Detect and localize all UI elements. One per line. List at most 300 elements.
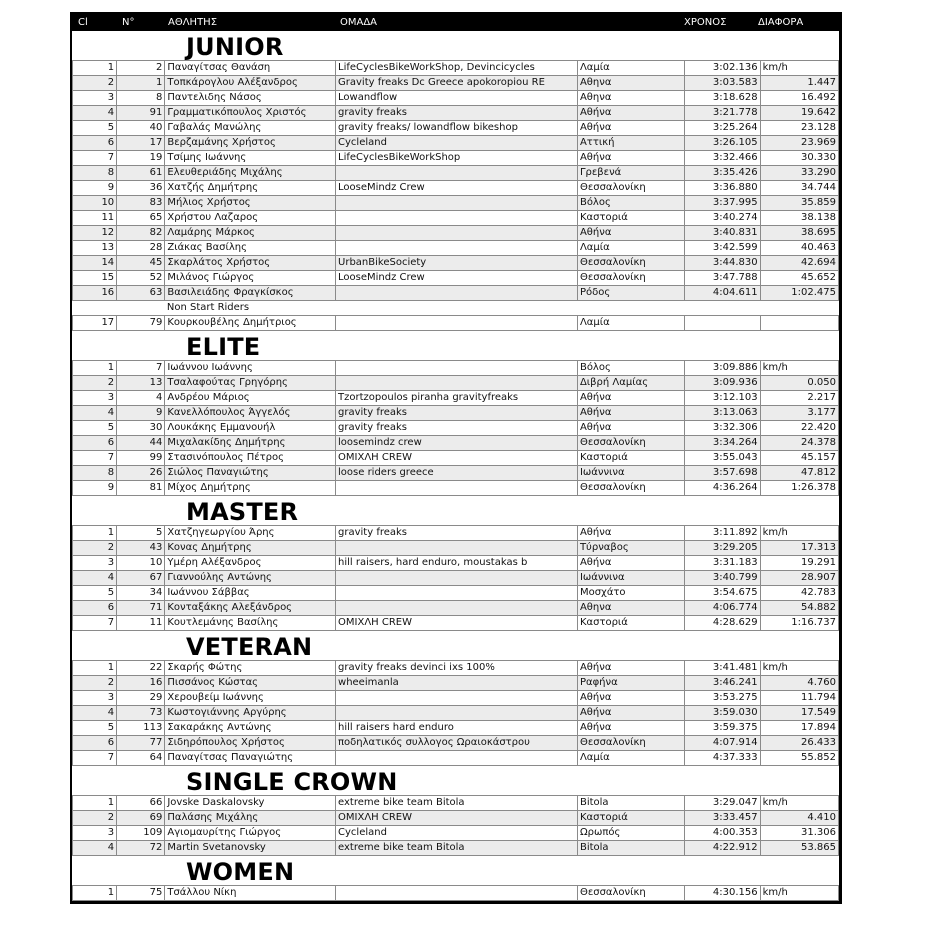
- time-cell: 3:13.063: [685, 406, 760, 421]
- time-cell: 3:59.030: [685, 706, 760, 721]
- result-row: [73, 571, 839, 586]
- result-row: [73, 526, 839, 541]
- city-cell: Καστοριά: [577, 616, 684, 631]
- time-cell: 3:40.274: [685, 211, 760, 226]
- classification-cell: 2: [73, 376, 117, 391]
- difference-cell: 16.492: [760, 91, 838, 106]
- category-title: SINGLE CROWN: [186, 768, 398, 796]
- classification-cell: 11: [73, 211, 117, 226]
- classification-cell: 17: [73, 316, 117, 331]
- team-cell: LooseMindz Crew: [336, 271, 578, 286]
- city-cell: Θεσσαλονίκη: [577, 256, 684, 271]
- athlete-cell: Παντελιδης Νάσος: [165, 91, 336, 106]
- time-cell: 4:37.333: [685, 751, 760, 766]
- classification-cell: 4: [73, 571, 117, 586]
- result-row: [73, 826, 839, 841]
- classification-cell: 5: [73, 421, 117, 436]
- athlete-cell: Βερζαμάνης Χρήστος: [165, 136, 336, 151]
- bib-number-cell: 28: [117, 241, 165, 256]
- time-cell: 3:46.241: [685, 676, 760, 691]
- bib-number-cell: 22: [117, 661, 165, 676]
- classification-cell: 4: [73, 841, 117, 856]
- difference-cell: 38.695: [760, 226, 838, 241]
- city-cell: Αθηνα: [577, 601, 684, 616]
- city-cell: Θεσσαλονίκη: [577, 436, 684, 451]
- result-row: [73, 406, 839, 421]
- result-row: [73, 796, 839, 811]
- team-cell: ΟΜΙΧΛΗ CREW: [336, 616, 578, 631]
- difference-cell: 1:26.378: [760, 481, 838, 496]
- team-cell: ΟΜΙΧΛΗ CREW: [336, 451, 578, 466]
- city-cell: Αττική: [577, 136, 684, 151]
- team-cell: hill raisers hard enduro: [336, 721, 578, 736]
- difference-cell: 17.549: [760, 706, 838, 721]
- result-row: [73, 601, 839, 616]
- result-row: [73, 451, 839, 466]
- city-cell: Ρόδος: [577, 286, 684, 301]
- result-row: [73, 106, 839, 121]
- team-cell: [336, 241, 578, 256]
- result-row: [73, 706, 839, 721]
- difference-cell: 26.433: [760, 736, 838, 751]
- result-row: [73, 616, 839, 631]
- time-cell: 3:47.788: [685, 271, 760, 286]
- classification-cell: 15: [73, 271, 117, 286]
- bib-number-cell: 1: [117, 76, 165, 91]
- classification-cell: 3: [73, 691, 117, 706]
- bib-number-cell: 66: [117, 796, 165, 811]
- classification-cell: 9: [73, 481, 117, 496]
- athlete-cell: Τσίμης Ιωάννης: [165, 151, 336, 166]
- bib-number-cell: 52: [117, 271, 165, 286]
- result-row: [73, 166, 839, 181]
- classification-cell: 5: [73, 721, 117, 736]
- athlete-cell: Χερουβείμ Ιωάννης: [165, 691, 336, 706]
- time-cell: 3:36.880: [685, 181, 760, 196]
- classification-cell: 4: [73, 706, 117, 721]
- city-cell: Αθήνα: [577, 421, 684, 436]
- result-row: [73, 376, 839, 391]
- result-row: [73, 226, 839, 241]
- difference-cell: 3.177: [760, 406, 838, 421]
- result-row: [73, 316, 839, 331]
- team-cell: gravity freaks: [336, 406, 578, 421]
- time-cell: 3:57.698: [685, 466, 760, 481]
- city-cell: Γρεβενά: [577, 166, 684, 181]
- classification-cell: 10: [73, 196, 117, 211]
- difference-cell: 11.794: [760, 691, 838, 706]
- classification-cell: 1: [73, 61, 117, 76]
- classification-cell: 6: [73, 436, 117, 451]
- difference-cell: 34.744: [760, 181, 838, 196]
- team-cell: [336, 361, 578, 376]
- difference-cell: 0.050: [760, 376, 838, 391]
- bib-number-cell: 113: [117, 721, 165, 736]
- time-cell: 3:09.936: [685, 376, 760, 391]
- city-cell: Ιωάννινα: [577, 466, 684, 481]
- city-cell: Καστοριά: [577, 451, 684, 466]
- city-cell: Αθηνα: [577, 91, 684, 106]
- athlete-cell: Σιδηρόπουλος Χρήστος: [165, 736, 336, 751]
- result-row: [73, 676, 839, 691]
- column-header-bar: [72, 14, 839, 31]
- city-cell: Αθήνα: [577, 691, 684, 706]
- time-cell: 4:36.264: [685, 481, 760, 496]
- result-row: [73, 151, 839, 166]
- classification-cell: 8: [73, 166, 117, 181]
- time-cell: 3:44.830: [685, 256, 760, 271]
- team-cell: [336, 691, 578, 706]
- time-cell: 3:21.778: [685, 106, 760, 121]
- classification-cell: 9: [73, 181, 117, 196]
- bib-number-cell: 79: [117, 316, 165, 331]
- difference-cell: 1.447: [760, 76, 838, 91]
- difference-cell: 2.217: [760, 391, 838, 406]
- city-cell: Ραφήνα: [577, 676, 684, 691]
- athlete-cell: Τοπκάρογλου Αλέξανδρος: [165, 76, 336, 91]
- bib-number-cell: 26: [117, 466, 165, 481]
- city-cell: Ωρωπός: [577, 826, 684, 841]
- result-row: [73, 481, 839, 496]
- result-row: [73, 436, 839, 451]
- classification-cell: 5: [73, 121, 117, 136]
- difference-cell: km/h: [760, 886, 838, 901]
- athlete-cell: Κανελλόπουλος Άγγελός: [165, 406, 336, 421]
- difference-cell: [760, 316, 838, 331]
- bib-number-cell: 2: [117, 61, 165, 76]
- classification-cell: 1: [73, 361, 117, 376]
- athlete-cell: Γιαννούλης Αντώνης: [165, 571, 336, 586]
- athlete-cell: Τσάλλου Νίκη: [165, 886, 336, 901]
- time-cell: 4:00.353: [685, 826, 760, 841]
- athlete-cell: Μίχος Δημήτρης: [165, 481, 336, 496]
- time-cell: 3:02.136: [685, 61, 760, 76]
- city-cell: Αθήνα: [577, 151, 684, 166]
- header-difference: ΔΙΑΦΟΡΑ: [758, 17, 804, 28]
- classification-cell: 1: [73, 886, 117, 901]
- result-row: [73, 76, 839, 91]
- time-cell: 3:31.183: [685, 556, 760, 571]
- bib-number-cell: 69: [117, 811, 165, 826]
- team-cell: gravity freaks: [336, 526, 578, 541]
- athlete-cell: Ιωάννου Ιωάννης: [165, 361, 336, 376]
- classification-cell: 4: [73, 406, 117, 421]
- result-row: [73, 196, 839, 211]
- bib-number-cell: 67: [117, 571, 165, 586]
- difference-cell: 54.882: [760, 601, 838, 616]
- city-cell: Bitola: [577, 796, 684, 811]
- difference-cell: 19.291: [760, 556, 838, 571]
- difference-cell: 47.812: [760, 466, 838, 481]
- result-row: [73, 691, 839, 706]
- classification-cell: 3: [73, 391, 117, 406]
- athlete-cell: Γραμματικόπουλος Χριστός: [165, 106, 336, 121]
- result-row: [73, 721, 839, 736]
- difference-cell: 53.865: [760, 841, 838, 856]
- result-row: [73, 466, 839, 481]
- athlete-cell: Χατζής Δημήτρης: [165, 181, 336, 196]
- athlete-cell: Λουκάκης Εμμανουήλ: [165, 421, 336, 436]
- results-table: [72, 360, 839, 496]
- result-row: [73, 586, 839, 601]
- difference-cell: 19.642: [760, 106, 838, 121]
- classification-cell: 14: [73, 256, 117, 271]
- team-cell: gravity freaks devinci ixs 100%: [336, 661, 578, 676]
- difference-cell: 35.859: [760, 196, 838, 211]
- city-cell: Θεσσαλονίκη: [577, 181, 684, 196]
- team-cell: ΟΜΙΧΛΗ CREW: [336, 811, 578, 826]
- time-cell: 3:34.264: [685, 436, 760, 451]
- team-cell: Cycleland: [336, 136, 578, 151]
- team-cell: [336, 166, 578, 181]
- time-cell: 3:59.375: [685, 721, 760, 736]
- bib-number-cell: 63: [117, 286, 165, 301]
- bib-number-cell: 71: [117, 601, 165, 616]
- result-row: [73, 121, 839, 136]
- result-row: [73, 841, 839, 856]
- classification-cell: 4: [73, 106, 117, 121]
- category-section: [72, 31, 839, 331]
- classification-cell: 1: [73, 526, 117, 541]
- team-cell: Gravity freaks Dc Greece apokoropiou RE: [336, 76, 578, 91]
- athlete-cell: Βασιλειάδης Φραγκίσκος: [165, 286, 336, 301]
- classification-cell: 2: [73, 76, 117, 91]
- city-cell: Αθήνα: [577, 706, 684, 721]
- team-cell: Cycleland: [336, 826, 578, 841]
- team-cell: gravity freaks/ lowandflow bikeshop: [336, 121, 578, 136]
- header-number: N°: [122, 17, 135, 28]
- result-row: [73, 181, 839, 196]
- city-cell: Ιωάννινα: [577, 571, 684, 586]
- category-title: ELITE: [186, 333, 261, 361]
- difference-cell: km/h: [760, 796, 838, 811]
- bib-number-cell: 75: [117, 886, 165, 901]
- time-cell: [685, 316, 760, 331]
- time-cell: 3:33.457: [685, 811, 760, 826]
- time-cell: 4:06.774: [685, 601, 760, 616]
- difference-cell: 4.410: [760, 811, 838, 826]
- result-row: [73, 556, 839, 571]
- bib-number-cell: 40: [117, 121, 165, 136]
- team-cell: [336, 541, 578, 556]
- difference-cell: 45.157: [760, 451, 838, 466]
- team-cell: [336, 316, 578, 331]
- team-cell: loosemindz crew: [336, 436, 578, 451]
- result-row: [73, 361, 839, 376]
- athlete-cell: Υμέρη Αλέξανδρος: [165, 556, 336, 571]
- team-cell: wheeimanla: [336, 676, 578, 691]
- header-team: ΟΜΑΔΑ: [340, 17, 378, 28]
- team-cell: loose riders greece: [336, 466, 578, 481]
- difference-cell: km/h: [760, 661, 838, 676]
- city-cell: Αθήνα: [577, 226, 684, 241]
- classification-cell: 7: [73, 616, 117, 631]
- team-cell: [336, 886, 578, 901]
- result-row: [73, 541, 839, 556]
- city-cell: Αθήνα: [577, 556, 684, 571]
- header-classification: Cl: [78, 17, 88, 28]
- time-cell: 3:37.995: [685, 196, 760, 211]
- bib-number-cell: 77: [117, 736, 165, 751]
- result-row: [73, 811, 839, 826]
- bib-number-cell: 65: [117, 211, 165, 226]
- team-cell: [336, 601, 578, 616]
- team-cell: LifeCyclesBikeWorkShop: [336, 151, 578, 166]
- time-cell: 3:25.264: [685, 121, 760, 136]
- city-cell: Θεσσαλονίκη: [577, 886, 684, 901]
- category-sections: [72, 31, 839, 901]
- classification-cell: 1: [73, 796, 117, 811]
- city-cell: Αθήνα: [577, 526, 684, 541]
- city-cell: Αθηνα: [577, 76, 684, 91]
- results-table: [72, 660, 839, 766]
- city-cell: Αθήνα: [577, 106, 684, 121]
- classification-cell: 16: [73, 286, 117, 301]
- time-cell: 3:32.466: [685, 151, 760, 166]
- athlete-cell: Μιχαλακίδης Δημήτρης: [165, 436, 336, 451]
- city-cell: Αθήνα: [577, 661, 684, 676]
- athlete-cell: Κονταξάκης Αλεξάνδρος: [165, 601, 336, 616]
- time-cell: 3:32.306: [685, 421, 760, 436]
- team-cell: [336, 751, 578, 766]
- time-cell: 3:41.481: [685, 661, 760, 676]
- header-athlete: ΑΘΛΗΤΗΣ: [168, 17, 218, 28]
- team-cell: [336, 706, 578, 721]
- category-section: [72, 856, 839, 901]
- city-cell: Αθήνα: [577, 121, 684, 136]
- result-row: [73, 91, 839, 106]
- classification-cell: 5: [73, 586, 117, 601]
- difference-cell: 42.783: [760, 586, 838, 601]
- bib-number-cell: 99: [117, 451, 165, 466]
- athlete-cell: Χρήστου Λαζαρος: [165, 211, 336, 226]
- team-cell: hill raisers, hard enduro, moustakas b: [336, 556, 578, 571]
- time-cell: 3:53.275: [685, 691, 760, 706]
- bib-number-cell: 17: [117, 136, 165, 151]
- team-cell: ποδηλατικός συλλογος Ωραιοκάστρου: [336, 736, 578, 751]
- team-cell: Tzortzopoulos piranha gravityfreaks: [336, 391, 578, 406]
- team-cell: Lowandflow: [336, 91, 578, 106]
- difference-cell: 40.463: [760, 241, 838, 256]
- team-cell: LifeCyclesBikeWorkShop, Devincicycles: [336, 61, 578, 76]
- team-cell: [336, 196, 578, 211]
- result-row: [73, 391, 839, 406]
- time-cell: 3:42.599: [685, 241, 760, 256]
- category-title: VETERAN: [186, 633, 313, 661]
- non-start-label-row: [73, 301, 839, 316]
- classification-cell: 3: [73, 826, 117, 841]
- difference-cell: 42.694: [760, 256, 838, 271]
- athlete-cell: Ανδρέου Μάριος: [165, 391, 336, 406]
- bib-number-cell: 91: [117, 106, 165, 121]
- results-table: [72, 795, 839, 856]
- bib-number-cell: 109: [117, 826, 165, 841]
- time-cell: 3:55.043: [685, 451, 760, 466]
- non-start-label: Non Start Riders: [165, 301, 839, 316]
- city-cell: Θεσσαλονίκη: [577, 271, 684, 286]
- bib-number-cell: 64: [117, 751, 165, 766]
- bib-number-cell: 7: [117, 361, 165, 376]
- classification-cell: 13: [73, 241, 117, 256]
- empty-cell: [73, 301, 165, 316]
- team-cell: extreme bike team Bitola: [336, 796, 578, 811]
- team-cell: [336, 481, 578, 496]
- difference-cell: 31.306: [760, 826, 838, 841]
- result-row: [73, 211, 839, 226]
- city-cell: Λαμία: [577, 751, 684, 766]
- city-cell: Βόλος: [577, 196, 684, 211]
- team-cell: [336, 286, 578, 301]
- bib-number-cell: 29: [117, 691, 165, 706]
- city-cell: Καστοριά: [577, 811, 684, 826]
- city-cell: Βόλος: [577, 361, 684, 376]
- bib-number-cell: 11: [117, 616, 165, 631]
- bib-number-cell: 44: [117, 436, 165, 451]
- classification-cell: 7: [73, 451, 117, 466]
- athlete-cell: Παναγίτσας Παναγιώτης: [165, 751, 336, 766]
- difference-cell: 38.138: [760, 211, 838, 226]
- city-cell: Αθήνα: [577, 721, 684, 736]
- athlete-cell: Ελευθεριάδης Μιχάλης: [165, 166, 336, 181]
- city-cell: Τύρναβος: [577, 541, 684, 556]
- time-cell: 3:12.103: [685, 391, 760, 406]
- team-cell: [336, 211, 578, 226]
- athlete-cell: Martin Svetanovsky: [165, 841, 336, 856]
- bib-number-cell: 19: [117, 151, 165, 166]
- bib-number-cell: 43: [117, 541, 165, 556]
- result-row: [73, 256, 839, 271]
- difference-cell: 1:02.475: [760, 286, 838, 301]
- city-cell: Θεσσαλονίκη: [577, 481, 684, 496]
- classification-cell: 6: [73, 736, 117, 751]
- athlete-cell: Κουτλεμάνης Βασίλης: [165, 616, 336, 631]
- team-cell: [336, 376, 578, 391]
- bib-number-cell: 34: [117, 586, 165, 601]
- bib-number-cell: 8: [117, 91, 165, 106]
- bib-number-cell: 83: [117, 196, 165, 211]
- team-cell: [336, 571, 578, 586]
- athlete-cell: Κωστογιάννης Αργύρης: [165, 706, 336, 721]
- time-cell: 3:11.892: [685, 526, 760, 541]
- athlete-cell: Σκαρής Φώτης: [165, 661, 336, 676]
- time-cell: 4:22.912: [685, 841, 760, 856]
- time-cell: 3:40.831: [685, 226, 760, 241]
- classification-cell: 3: [73, 91, 117, 106]
- difference-cell: km/h: [760, 61, 838, 76]
- difference-cell: 30.330: [760, 151, 838, 166]
- classification-cell: 3: [73, 556, 117, 571]
- results-table: [72, 60, 839, 331]
- athlete-cell: Σιώλος Παναγιώτης: [165, 466, 336, 481]
- difference-cell: 33.290: [760, 166, 838, 181]
- city-cell: Διβρή Λαμίας: [577, 376, 684, 391]
- result-row: [73, 136, 839, 151]
- category-title: WOMEN: [186, 858, 295, 886]
- athlete-cell: Στασινόπουλος Πέτρος: [165, 451, 336, 466]
- bib-number-cell: 72: [117, 841, 165, 856]
- classification-cell: 12: [73, 226, 117, 241]
- time-cell: 3:35.426: [685, 166, 760, 181]
- bib-number-cell: 13: [117, 376, 165, 391]
- city-cell: Θεσσαλονίκη: [577, 736, 684, 751]
- athlete-cell: Ιωάννου Σάββας: [165, 586, 336, 601]
- time-cell: 3:09.886: [685, 361, 760, 376]
- classification-cell: 7: [73, 151, 117, 166]
- team-cell: gravity freaks: [336, 106, 578, 121]
- athlete-cell: Αγιομαυρίτης Γιώργος: [165, 826, 336, 841]
- bib-number-cell: 61: [117, 166, 165, 181]
- classification-cell: 6: [73, 601, 117, 616]
